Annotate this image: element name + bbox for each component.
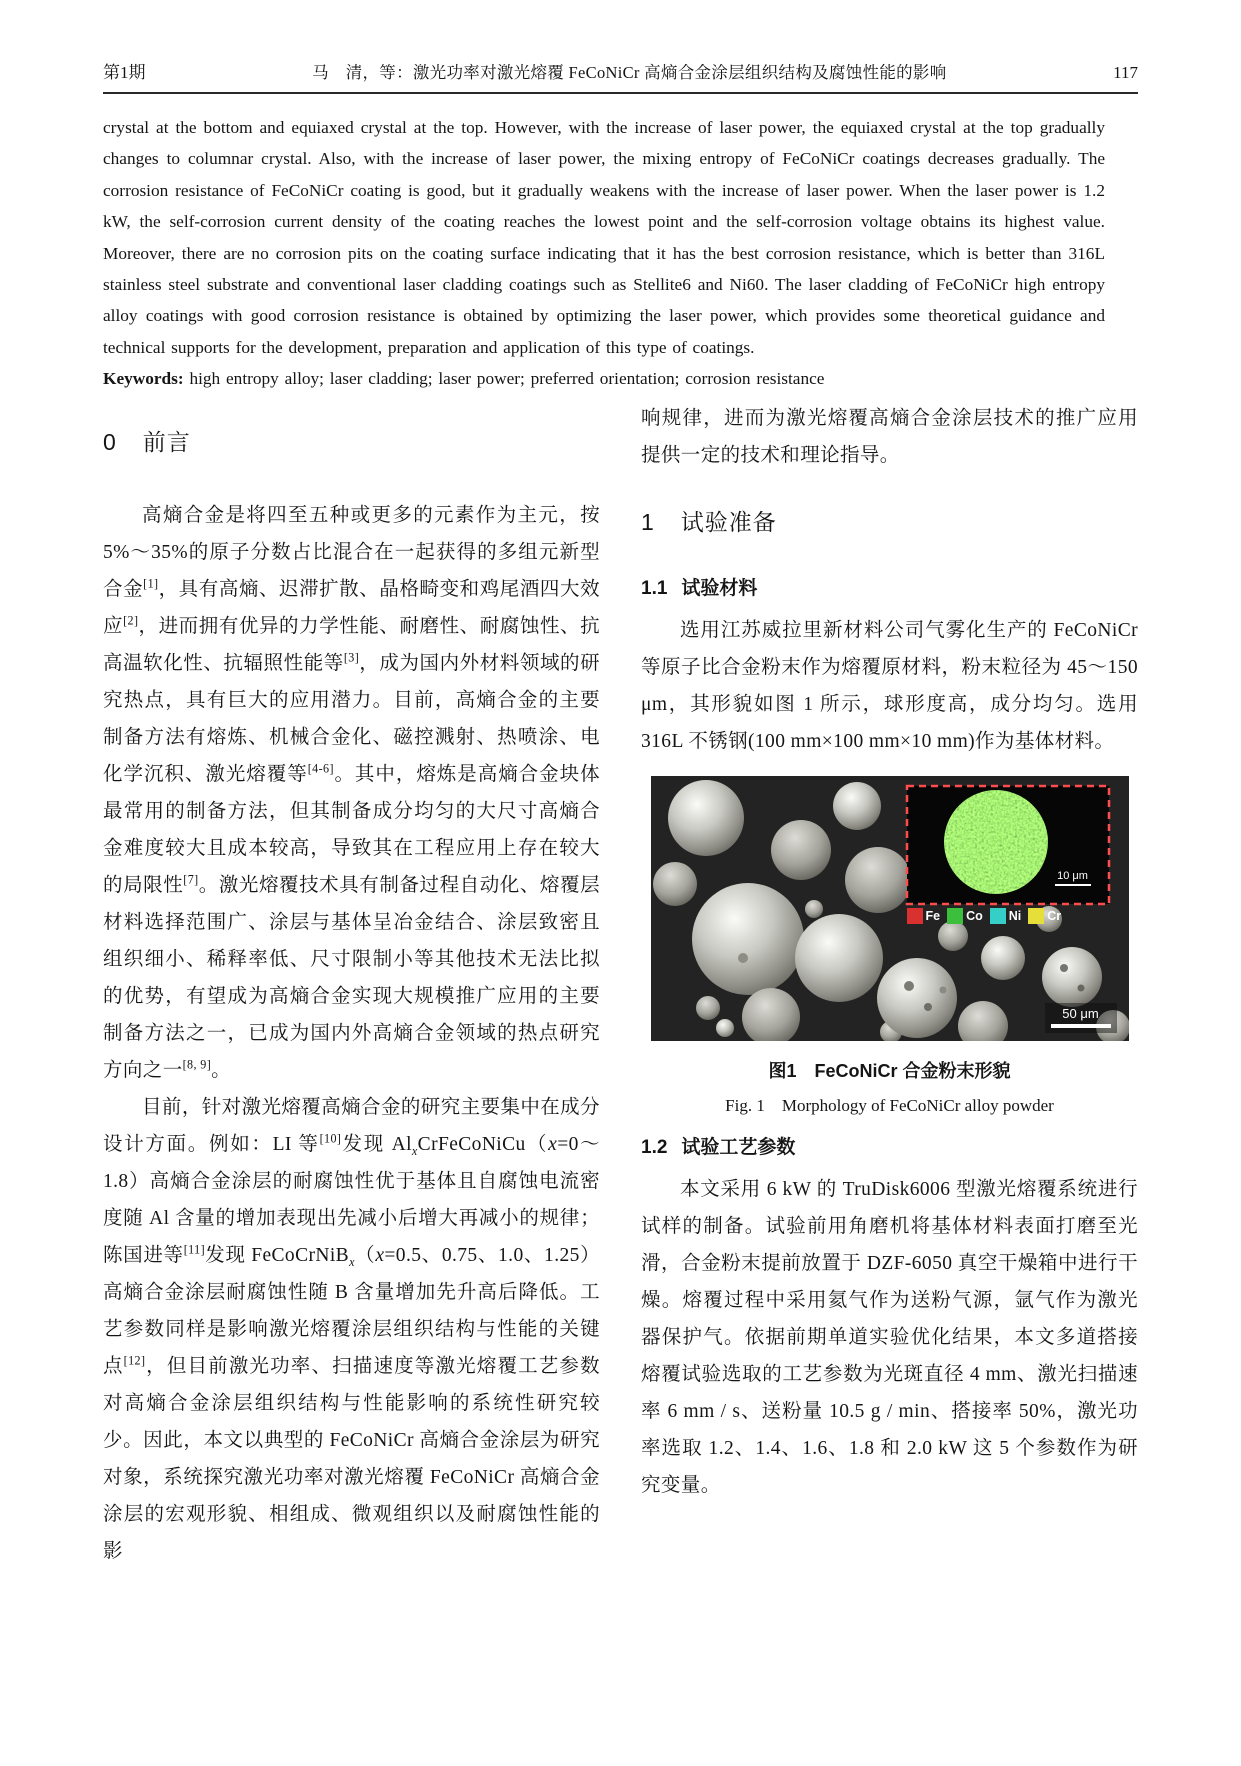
intro-paragraph-2: 目前，针对激光熔覆高熵合金的研究主要集中在成分设计方面。例如：LI 等[10]发现 $Al_xCrFeCoNiCu(x=0\sim 1.8)$高熵合金涂层的耐腐蚀性优于基体且自腐蚀电流密度随 Al 含量的增加表现出先减小后增大再减小的规律；陈国进等[11]发现 FeCoCrNiB$_x$（x=0.5、0.75、1.0、1.25）高熵合金涂层耐腐蚀性随 B 含量增加先升高后降低。工艺参数同样是影响激光熔覆涂层组织结构与性能的关键点[12]，但目前激光功率、扫描速度等激光熔覆工艺参数对高熵合金涂层组织结构与性能影响的系统性研究较少。因此，本文以典型的 FeCoNiCr 高熵合金涂层为研究对象，系统探究激光功率对激光熔覆 FeCoNiCr 高熵合金涂层的宏观形貌、相组成、微观组织以及耐腐蚀性能的影: [103, 1097, 600, 1562]
legend-item: [990, 908, 1022, 924]
subsection-1-1-number: 1.1: [641, 578, 668, 599]
continued-paragraph: 响规律，进而为激光熔覆高熵合金涂层技术的推广应用提供一定的技术和理论指导。: [641, 408, 1138, 466]
subsection-1-1-title: 试验材料: [681, 578, 758, 599]
process-parameters-paragraph: 本文采用 6 kW 的 TruDisk6006 型激光熔覆系统进行试样的制备。试验前用角磨机将基体材料表面打磨至光滑，合金粉末提前放置于 DZF-6050 真空干燥箱中进行干燥。熔覆过程中采用氦气作为送粉气源，氩气作为激光器保护气。依据前期单道实验优化结果，本文多道搭接熔覆试验选取的工艺参数为光斑直径 4 mm、激光扫描速率 6 mm / s、送粉量 10.5 g / min、搭接率 50%，激光功率选取 1.2、1.4、1.6、1.8 和 2.0 kW 这 5 个参数作为研究变量。: [641, 1179, 1138, 1496]
legend-label: Fe: [925, 909, 941, 923]
right-column: [641, 400, 1138, 1504]
section-1-title: 试验准备: [680, 509, 777, 535]
scale-bar: [1045, 1003, 1117, 1033]
legend-swatch: [990, 908, 1006, 924]
left-column: [103, 400, 600, 1570]
section-0-heading: [103, 424, 600, 457]
section-0-number: 0: [103, 429, 117, 455]
legend-label: Cr: [1047, 909, 1062, 923]
section-1-number: 1: [641, 509, 655, 535]
materials-paragraph: 选用江苏威拉里新材料公司气雾化生产的 FeCoNiCr 等原子比合金粉末作为熔覆原材料，粉末粒径为 45～150 μm，其形貌如图 1 所示，球形度高，成分均匀。选用 316L 不锈钢(100 mm×100 mm×10 mm)作为基体材料。: [641, 620, 1138, 752]
abstract-text: crystal at the bottom and equiaxed crystal at the top. However, with the increase of laser power, the equiaxed crystal at the top gradually changes to columnar crystal. Also, with the increase of laser power, the mixing entropy of FeCoNiCr coatings decreases gradually. The corrosion resistance of FeCoNiCr coating is good, but it gradually weakens with the increase of laser power. When the laser power is 1.2 kW, the self-corrosion current density of the coating reaches the lowest point and the self-corrosion voltage obtains its highest value. Moreover, there are no corrosion pits on the coating surface indicating that it has the best corrosion resistance, which is better than 316L stainless steel substrate and conventional laser cladding coatings such as Stellite6 and Ni60. The laser cladding of FeCoNiCr high entropy alloy coatings with good corrosion resistance is obtained by optimizing the laser power, which provides some theoretical guidance and technical supports for the development, preparation and application of this type of coatings.: [103, 118, 1105, 357]
legend-label: Ni: [1008, 909, 1022, 923]
legend-swatch: [1028, 908, 1044, 924]
section-0-title: 前言: [142, 429, 191, 455]
eds-legend: [907, 908, 1062, 924]
legend-item: [907, 908, 941, 924]
keywords-text: high entropy alloy; laser cladding; laser power; preferred orientation; corrosion resistance: [189, 369, 825, 389]
running-title: 马 清，等：激光功率对激光熔覆 FeCoNiCr 高熵合金涂层组织结构及腐蚀性能的影响: [312, 63, 947, 82]
legend-swatch: [907, 908, 923, 924]
section-1-heading: [641, 504, 1138, 537]
inset-scale-label: [1055, 870, 1091, 886]
scale-bar-line: [1051, 1024, 1111, 1028]
inset-scale-text: 10 μm: [1057, 870, 1088, 882]
legend-label: Co: [966, 909, 983, 923]
header-row: [103, 58, 1138, 83]
figure-caption-zh: 图1 FeCoNiCr 合金粉末形貌: [768, 1061, 1011, 1081]
scale-bar-text: 50 μm: [1062, 1006, 1099, 1021]
legend-item: [1028, 908, 1061, 924]
subsection-1-2-number: 1.2: [641, 1137, 668, 1158]
figure-1-caption: [641, 1057, 1138, 1116]
subsection-1-1-heading: [641, 573, 1138, 600]
inset-scale-bar: [1055, 884, 1091, 886]
issue-label: 第1期: [103, 63, 146, 82]
abstract-section: [103, 112, 1105, 395]
body-columns: [103, 400, 1138, 1570]
page-number: 117: [1113, 63, 1138, 82]
keywords-label: Keywords:: [103, 369, 184, 389]
page-header: [103, 58, 1138, 94]
subsection-1-2-title: 试验工艺参数: [681, 1137, 796, 1158]
keywords-line: [103, 363, 1105, 394]
legend-item: [947, 908, 983, 924]
figure-caption-en: Fig. 1 Morphology of FeCoNiCr alloy powder: [725, 1096, 1054, 1115]
intro-paragraph-1: 高熵合金是将四至五种或更多的元素作为主元，按 5%～35%的原子分数占比混合在一起获得的多组元新型合金[1]，具有高熵、迟滞扩散、晶格畸变和鸡尾酒四大效应[2]，进而拥有优异的力学性能、耐磨性、耐腐蚀性、抗高温软化性、抗辐照性能等[3]，成为国内外材料领域的研究热点，具有巨大的应用潜力。目前，高熵合金的主要制备方法有熔炼、机械合金化、磁控溅射、热喷涂、电化学沉积、激光熔覆等[4-6]。其中，熔炼是高熵合金块体最常用的制备方法，但其制备成分均匀的大尺寸高熵合金难度较大且成本较高，导致其在工程应用上存在较大的局限性[7]。激光熔覆技术具有制备过程自动化、熔覆层材料选择范围广、涂层与基体呈冶金结合、涂层致密且组织细小、稀释率低、尺寸限制小等其他技术无法比拟的优势，有望成为高熵合金实现大规模推广应用的主要制备方法之一，已成为国内外高熵合金领域的热点研究方向之一[8, 9]。: [103, 505, 600, 1081]
sem-image: [651, 776, 1129, 1041]
subsection-1-2-heading: [641, 1132, 1138, 1159]
legend-swatch: [947, 908, 963, 924]
header-rule: [103, 92, 1138, 94]
figure-1: [641, 776, 1138, 1116]
